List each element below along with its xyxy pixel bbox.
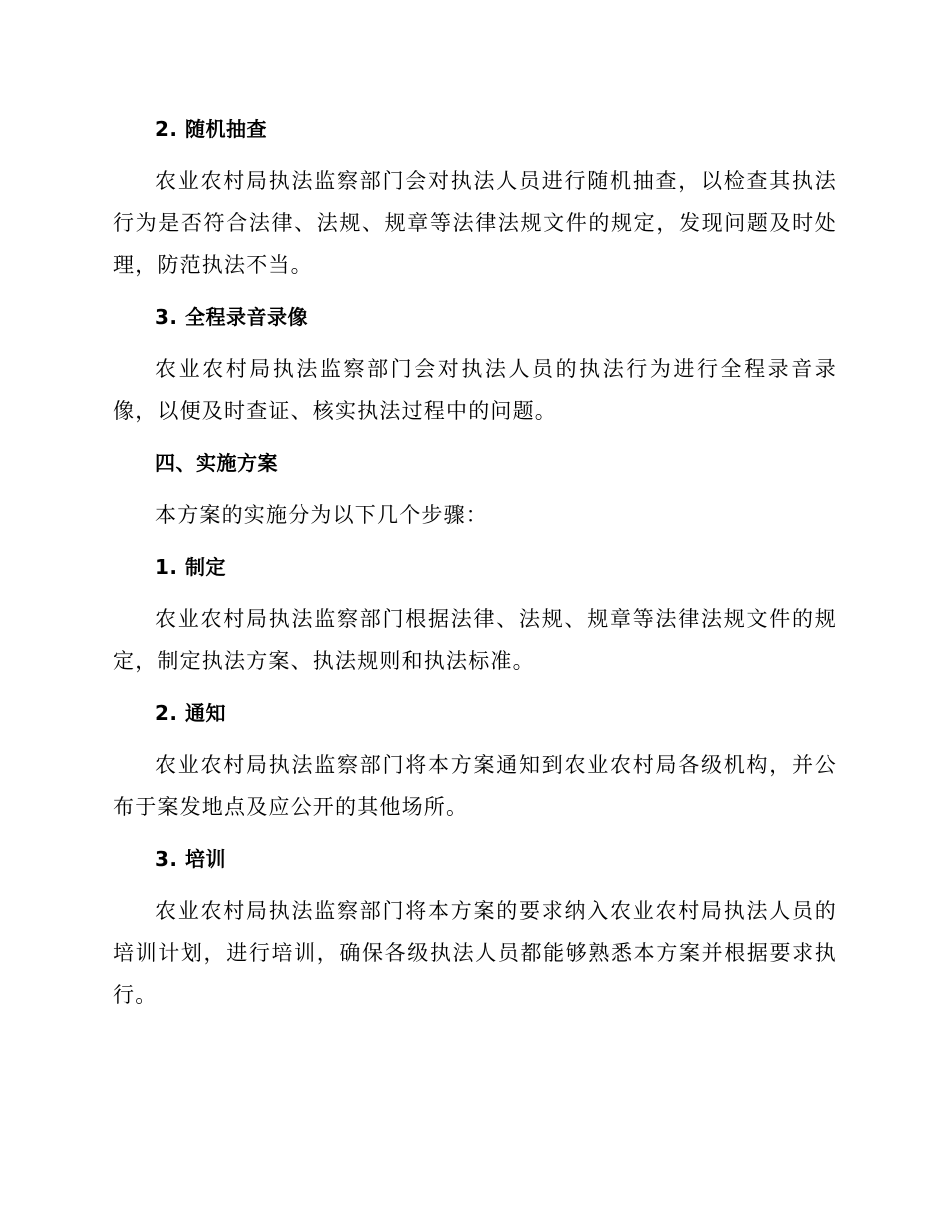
- step-heading-training: 3. 培训: [155, 847, 226, 871]
- paragraph-notify: 农业农村局执法监察部门将本方案通知到农业农村局各级机构，并公布于案发地点及应公开的其他场所。: [113, 753, 837, 819]
- paragraph-formulate: 农业农村局执法监察部门根据法律、法规、规章等法律法规文件的规定，制定执法方案、执法规则和执法标准。: [113, 607, 837, 673]
- step-heading-notify: 2. 通知: [155, 701, 226, 725]
- paragraph-training: 农业农村局执法监察部门将本方案的要求纳入农业农村局执法人员的培训计划，进行培训，确保各级执法人员都能够熟悉本方案并根据要求执行。: [113, 899, 837, 1007]
- section-heading-implementation: 四、实施方案: [155, 451, 278, 475]
- section-heading-recording: 3. 全程录音录像: [155, 305, 308, 329]
- paragraph-recording: 农业农村局执法监察部门会对执法人员的执法行为进行全程录音录像，以便及时查证、核实执法过程中的问题。: [113, 357, 837, 423]
- step-heading-formulate: 1. 制定: [155, 555, 226, 579]
- section-heading-random-check: 2. 随机抽查: [155, 117, 267, 141]
- paragraph-implementation-intro: 本方案的实施分为以下几个步骤：: [155, 503, 488, 527]
- document-body: [113, 108, 837, 1026]
- paragraph-random-check: 农业农村局执法监察部门会对执法人员进行随机抽查，以检查其执法行为是否符合法律、法规、规章等法律法规文件的规定，发现问题及时处理，防范执法不当。: [113, 169, 837, 277]
